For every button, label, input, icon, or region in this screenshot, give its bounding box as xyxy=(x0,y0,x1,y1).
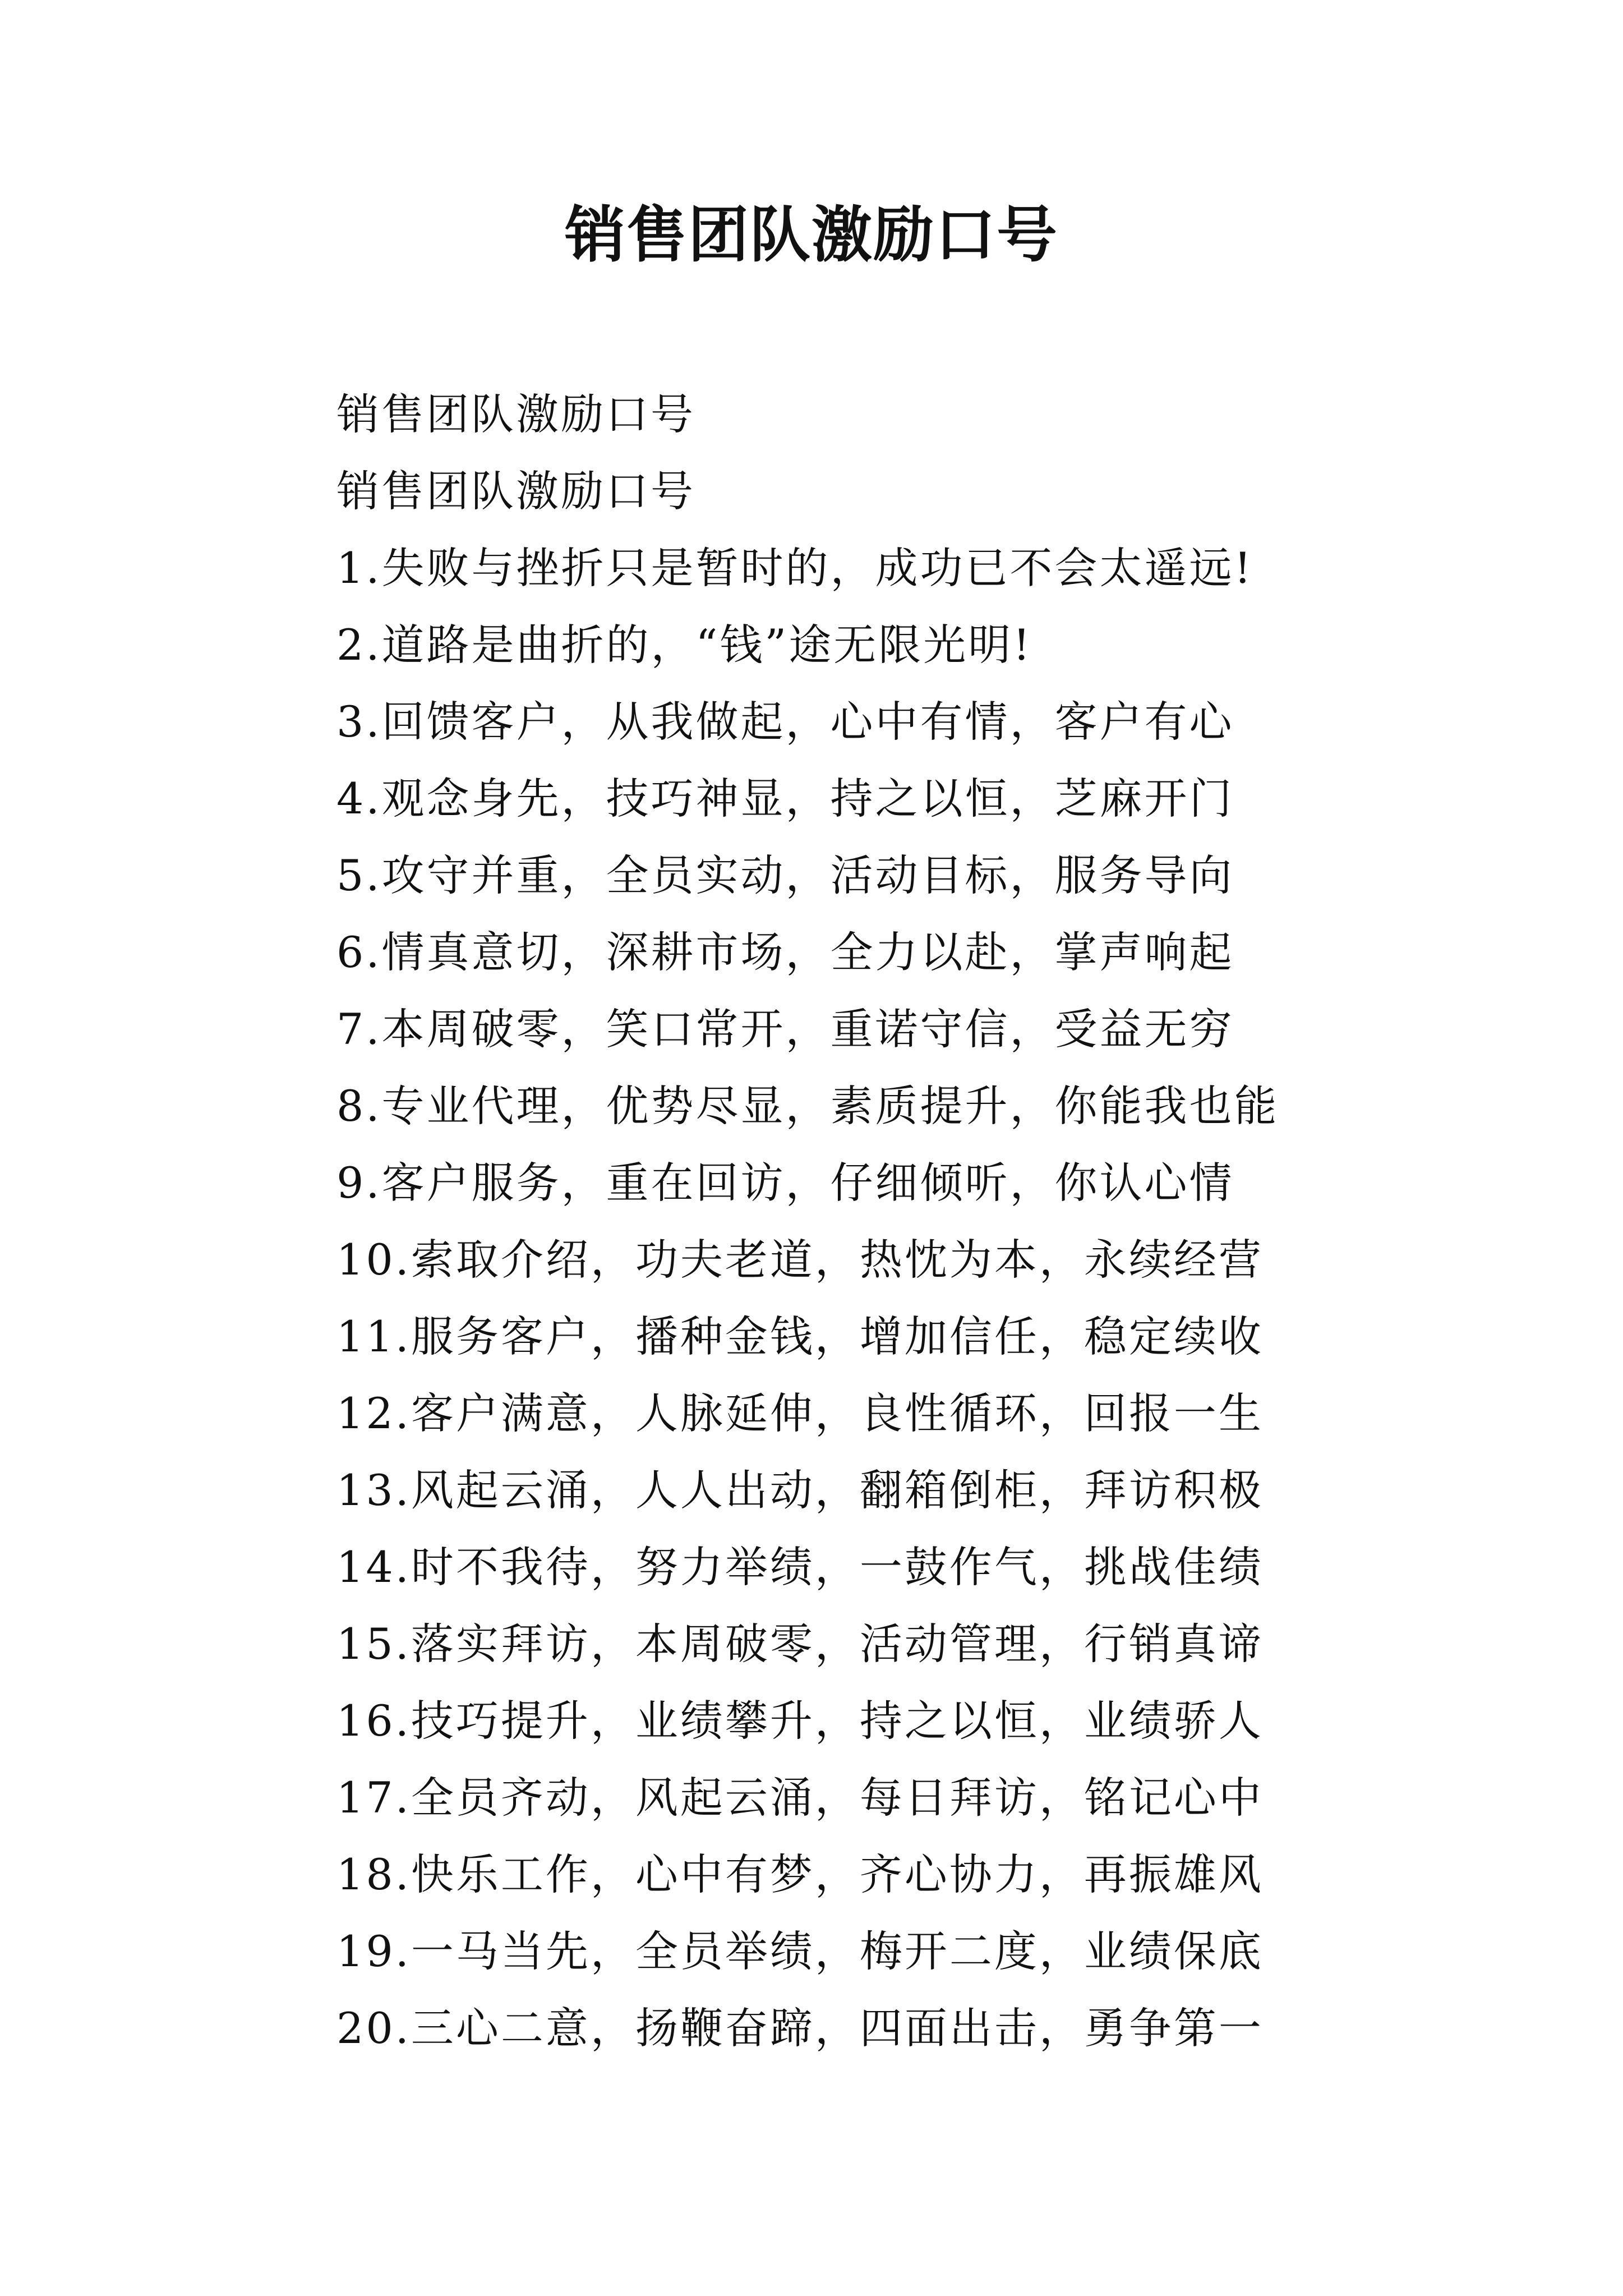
subtitle-line: 销售团队激励口号 xyxy=(336,466,695,516)
slogan-item: 13.风起云涌，人人出动，翻箱倒柜，拜访积极 xyxy=(336,1465,1264,1515)
slogan-item: 5.攻守并重，全员实动，活动目标，服务导向 xyxy=(336,850,1234,900)
slogan-item: 10.索取介绍，功夫老道，热忱为本，永续经营 xyxy=(336,1235,1264,1285)
slogan-item: 2.道路是曲折的，“钱”途无限光明! xyxy=(336,620,1032,670)
slogan-item: 11.服务客户，播种金钱，增加信任，稳定续收 xyxy=(336,1312,1264,1361)
slogan-item: 17.全员齐动，风起云涌，每日拜访，铭记心中 xyxy=(336,1773,1264,1823)
slogan-item: 4.观念身先，技巧神显，持之以恒，芝麻开门 xyxy=(336,774,1234,823)
slogan-item: 20.三心二意，扬鞭奋蹄，四面出击，勇争第一 xyxy=(336,2003,1264,2053)
slogan-item: 7.本周破零，笑口常开，重诺守信，受益无穷 xyxy=(336,1004,1234,1054)
slogan-item: 16.技巧提升，业绩攀升，持之以恒，业绩骄人 xyxy=(336,1696,1264,1746)
slogan-item: 12.客户满意，人脉延伸，良性循环，回报一生 xyxy=(336,1388,1264,1438)
slogan-item: 18.快乐工作，心中有梦，齐心协力，再振雄风 xyxy=(336,1849,1264,1899)
slogan-item: 14.时不我待，努力举绩，一鼓作气，挑战佳绩 xyxy=(336,1542,1264,1592)
subtitle-line: 销售团队激励口号 xyxy=(336,389,695,439)
slogan-item: 6.情真意切，深耕市场，全力以赴，掌声响起 xyxy=(336,927,1234,977)
slogan-item: 8.专业代理，优势尽显，素质提升，你能我也能 xyxy=(336,1081,1279,1131)
document-title: 销售团队激励口号 xyxy=(564,200,1058,270)
slogan-item: 9.客户服务，重在回访，仔细倾听，你认心情 xyxy=(336,1158,1234,1208)
document-body xyxy=(336,376,1570,2067)
slogan-item: 15.落实拜访，本周破零，活动管理，行销真谛 xyxy=(336,1619,1264,1669)
slogan-item: 19.一马当先，全员举绩，梅开二度，业绩保底 xyxy=(336,1926,1264,1976)
slogan-item: 3.回馈客户，从我做起，心中有情，客户有心 xyxy=(336,697,1234,747)
slogan-item: 1.失败与挫折只是暂时的，成功已不会太遥远! xyxy=(336,543,1254,593)
